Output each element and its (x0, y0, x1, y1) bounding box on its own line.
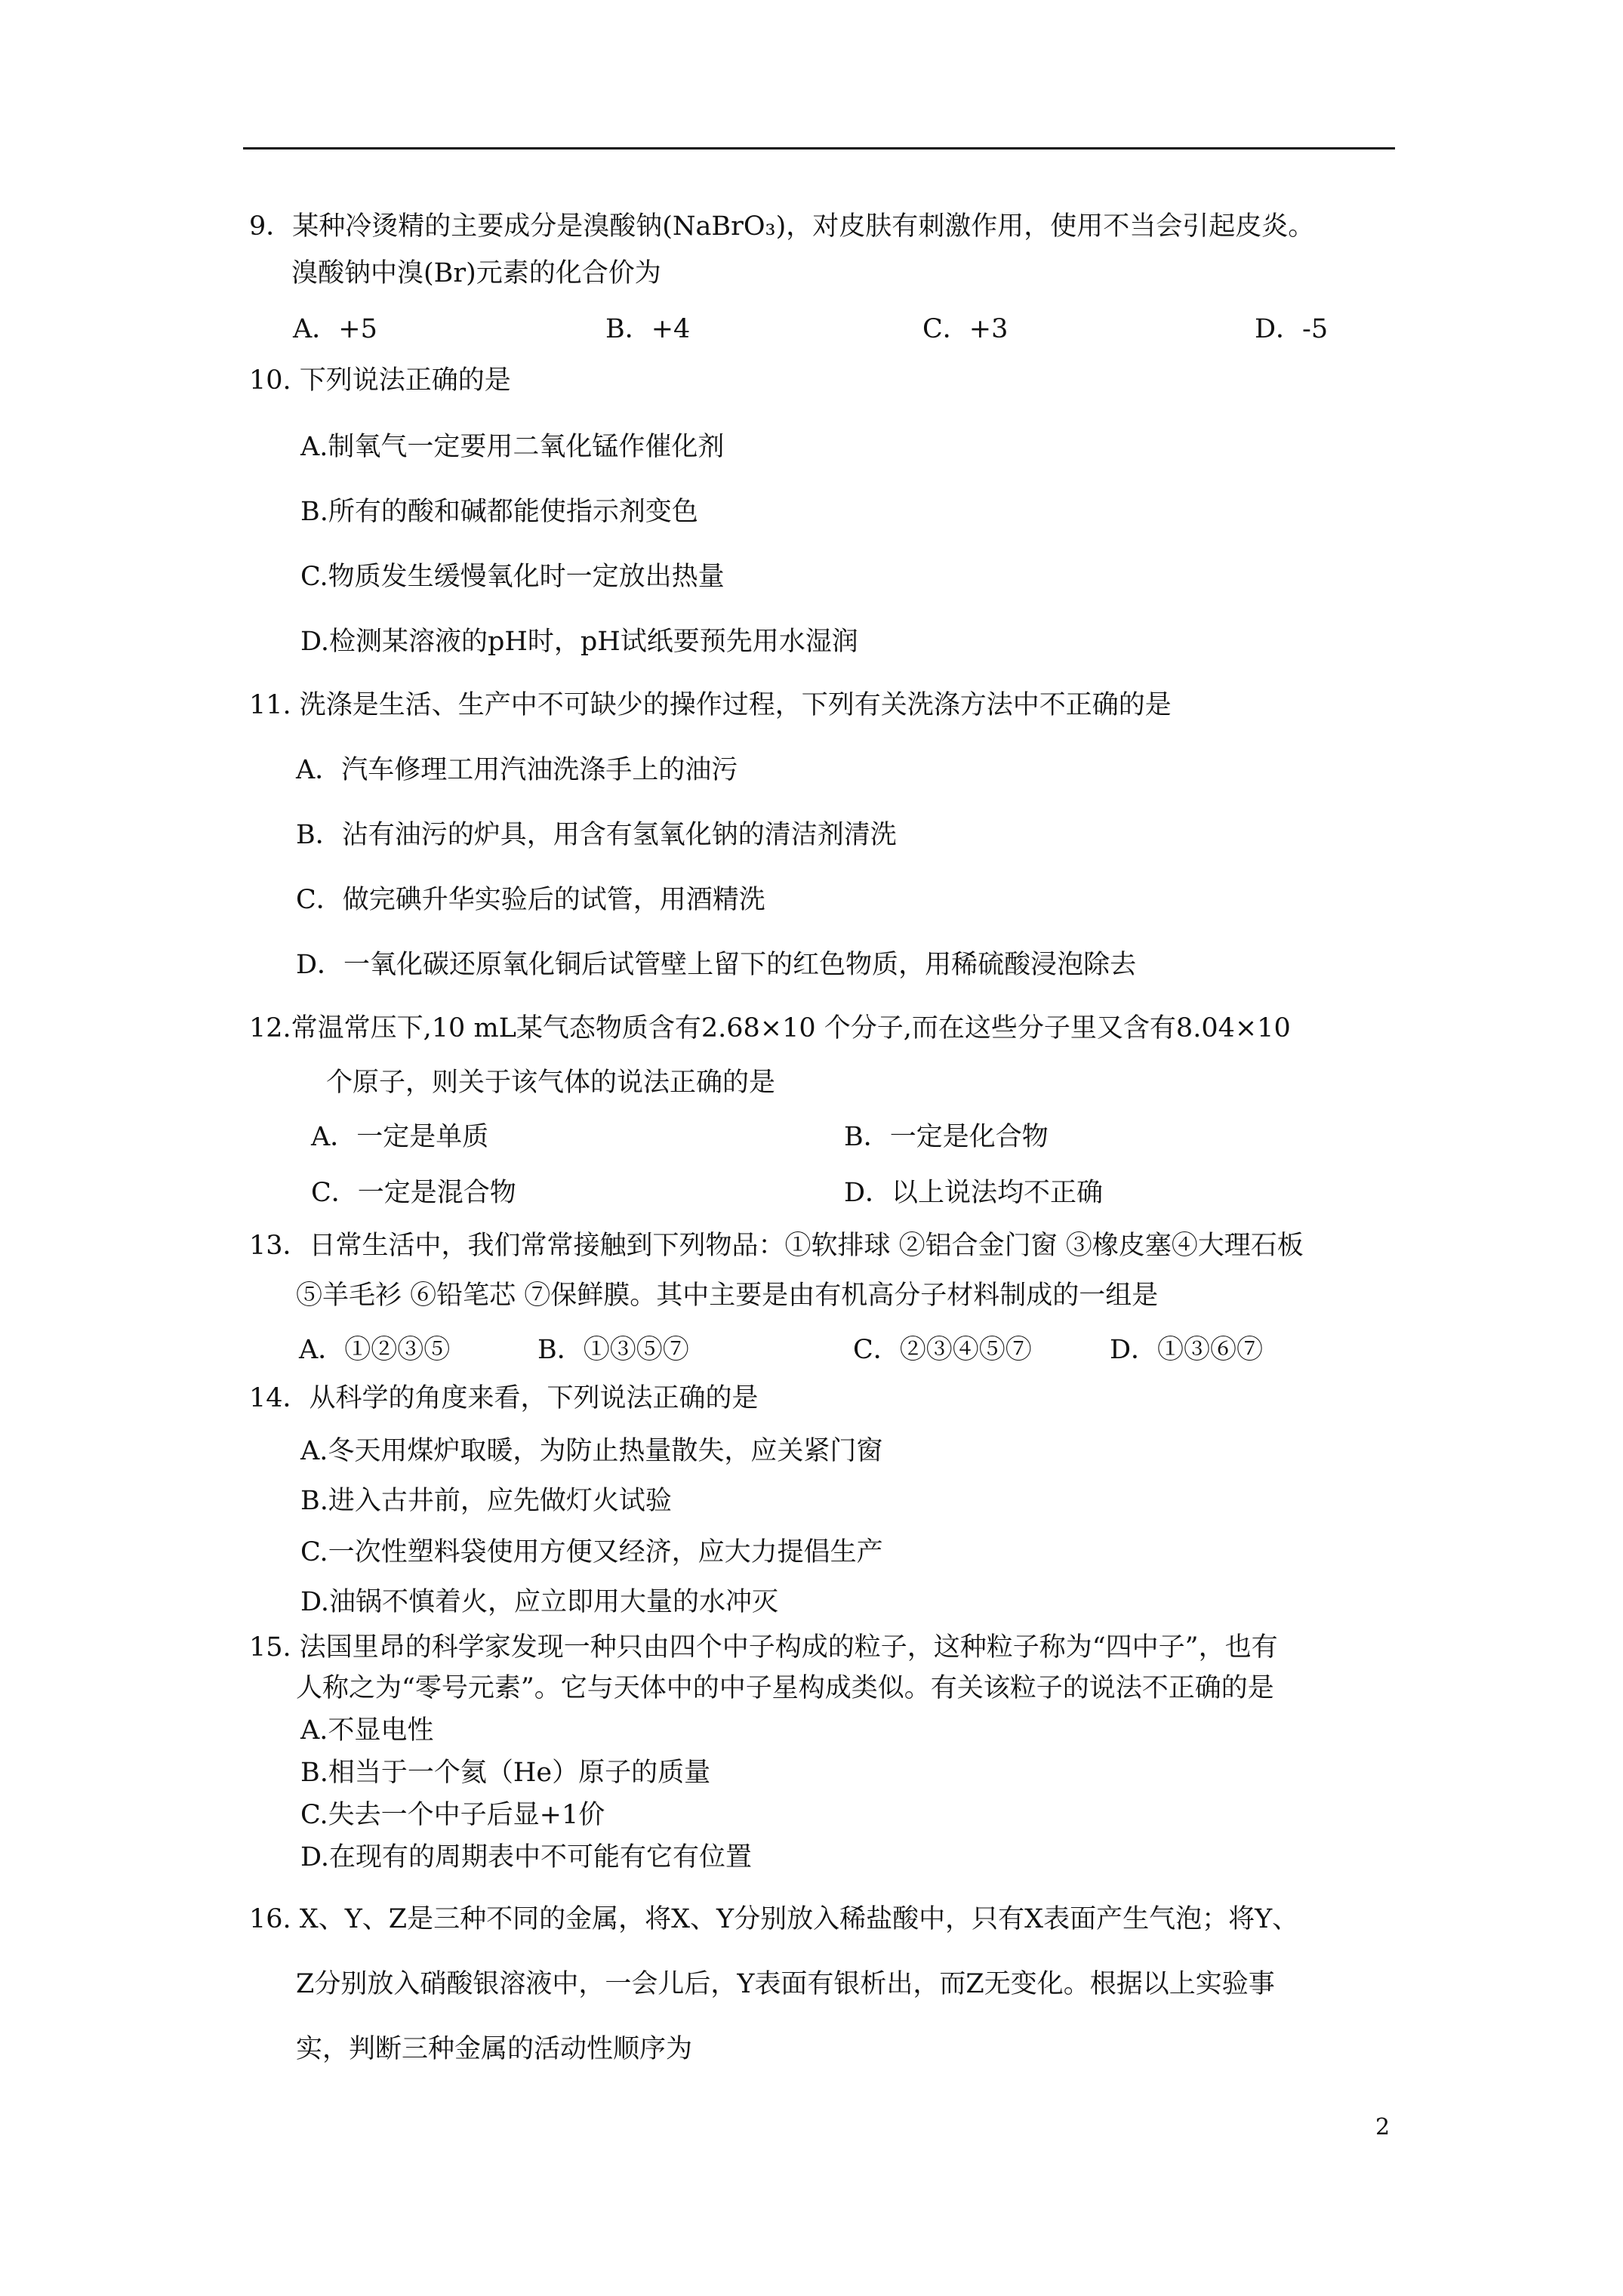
q12-option-d: D．以上说法均不正确 (844, 1178, 1104, 1208)
q13-option-c: C．②③④⑤⑦ (853, 1335, 1032, 1365)
q15-line1: 15. 法国里昂的科学家发现一种只由四个中子构成的粒子，这种粒子称为“四中子”，也有 (249, 1632, 1278, 1663)
q11-option-b: B．沾有油污的炉具，用含有氢氧化钠的清洁剂清洗 (296, 820, 897, 850)
q13-line1: 13．日常生活中，我们常常接触到下列物品：①软排球 ②铝合金门窗 ③橡皮塞④大理石板 (249, 1231, 1304, 1261)
q12-option-b: B．一定是化合物 (844, 1122, 1049, 1152)
q14-stem: 14．从科学的角度来看，下列说法正确的是 (249, 1383, 759, 1413)
q14-option-b: B.进入古井前，应先做灯火试验 (300, 1486, 672, 1516)
q12-option-a: A．一定是单质 (311, 1122, 489, 1152)
q10-option-b: B.所有的酸和碱都能使指示剂变色 (300, 497, 698, 527)
q16-line3: 实，判断三种金属的活动性顺序为 (296, 2034, 693, 2064)
q16-line1: 16. X、Y、Z是三种不同的金属，将X、Y分别放入稀盐酸中，只有X表面产生气泡；将Y、 (249, 1904, 1299, 1934)
q13-option-b: B．①③⑤⑦ (537, 1335, 689, 1365)
q10-stem: 10. 下列说法正确的是 (249, 365, 511, 396)
q14-option-a: A.冬天用煤炉取暖，为防止热量散失，应关紧门窗 (300, 1436, 883, 1466)
q12-option-c: C．一定是混合物 (311, 1178, 516, 1208)
q13-option-d: D．①③⑥⑦ (1110, 1335, 1264, 1365)
q9-option-d: D．-5 (1255, 314, 1329, 344)
q10-option-c: C.物质发生缓慢氧化时一定放出热量 (300, 562, 725, 592)
q11-stem: 11. 洗涤是生活、生产中不可缺少的操作过程，下列有关洗涤方法中不正确的是 (249, 690, 1172, 720)
q15-option-a: A.不显电性 (300, 1715, 434, 1746)
q15-option-b: B.相当于一个氦（He）原子的质量 (300, 1758, 711, 1788)
q11-option-d: D．一氧化碳还原氧化铜后试管壁上留下的红色物质，用稀硫酸浸泡除去 (296, 950, 1137, 980)
q13-option-a: A．①②③⑤ (299, 1335, 451, 1365)
q11-option-a: A．汽车修理工用汽油洗涤手上的油污 (296, 755, 738, 785)
q16-line2: Z分别放入硝酸银溶液中，一会儿后，Y表面有银析出，而Z无变化。根据以上实验事 (296, 1969, 1275, 1999)
page-number: 2 (1375, 2114, 1390, 2140)
header-rule (243, 147, 1395, 149)
q15-option-d: D.在现有的周期表中不可能有它有位置 (300, 1842, 752, 1872)
q14-option-d: D.油锅不慎着火，应立即用大量的水冲灭 (300, 1587, 778, 1617)
q15-line2: 人称之为“零号元素”。它与天体中的中子星构成类似。有关该粒子的说法不正确的是 (296, 1673, 1274, 1703)
q11-option-c: C．做完碘升华实验后的试管，用酒精洗 (296, 885, 765, 915)
q10-option-d: D.检测某溶液的pH时，pH试纸要预先用水湿润 (300, 627, 858, 657)
q15-option-c: C.失去一个中子后显+1价 (300, 1800, 605, 1830)
q10-option-a: A.制氧气一定要用二氧化锰作催化剂 (300, 432, 725, 462)
q12-line1: 12.常温常压下,10 mL某气态物质含有2.68×10 个分子,而在这些分子里又含有8.04×10 (249, 1013, 1291, 1043)
q9-line2: 溴酸钠中溴(Br)元素的化合价为 (291, 258, 661, 288)
q9-option-b: B．+4 (605, 314, 691, 344)
q9-option-a: A．+5 (293, 314, 377, 344)
q9-line1: 9．某种冷烫精的主要成分是溴酸钠(NaBrO₃)，对皮肤有刺激作用，使用不当会引起皮炎。 (249, 211, 1315, 242)
q9-option-c: C．+3 (922, 314, 1009, 344)
q13-line2: ⑤羊毛衫 ⑥铅笔芯 ⑦保鲜膜。其中主要是由有机高分子材料制成的一组是 (296, 1281, 1159, 1311)
q12-line2: 个原子，则关于该气体的说法正确的是 (326, 1068, 776, 1098)
q14-option-c: C.一次性塑料袋使用方便又经济，应大力提倡生产 (300, 1537, 883, 1567)
